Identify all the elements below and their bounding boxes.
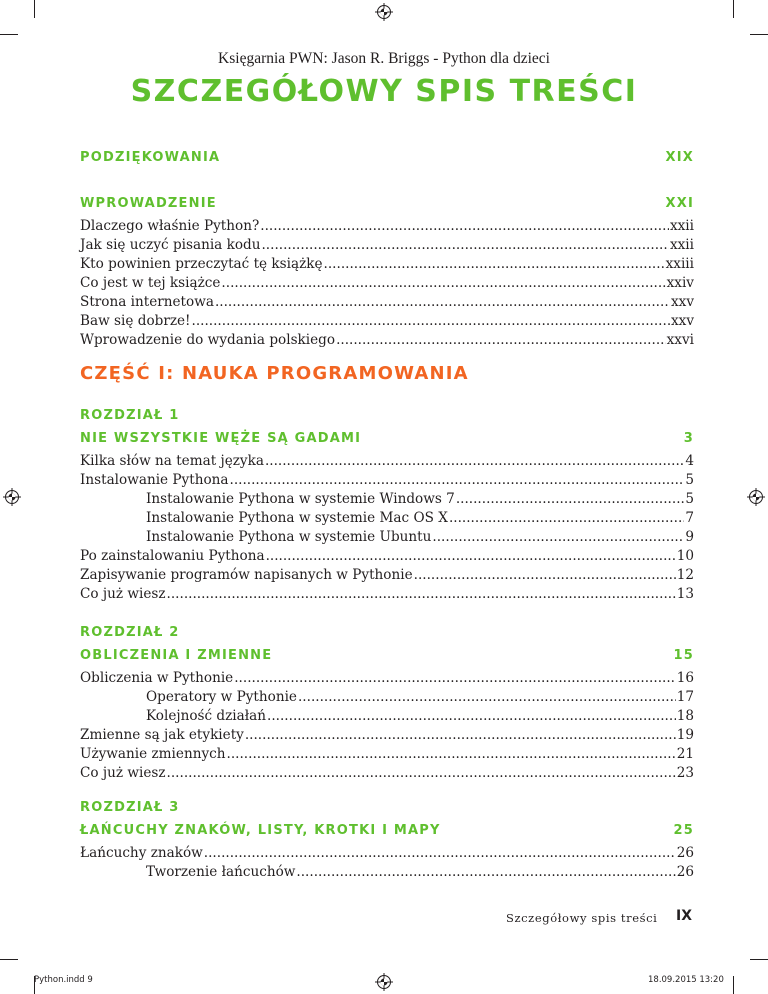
registration-mark-icon bbox=[375, 3, 393, 21]
entry-page: 10 bbox=[676, 548, 694, 564]
leader-dots bbox=[221, 274, 665, 293]
leader-dots bbox=[336, 331, 666, 350]
toc-entry[interactable] bbox=[80, 669, 694, 688]
entry-page: 13 bbox=[676, 586, 694, 602]
running-footer-title: Szczegółowy spis treści bbox=[506, 911, 658, 925]
chapter-number: ROZDZIAŁ 1 bbox=[80, 408, 180, 423]
leader-dots bbox=[414, 566, 676, 585]
toc-subentry[interactable] bbox=[80, 490, 694, 509]
leader-dots bbox=[167, 764, 676, 783]
entry-label: Instalowanie Pythona w systemie Mac OS X bbox=[146, 510, 448, 526]
toc-entry[interactable] bbox=[80, 312, 694, 331]
entry-page: 26 bbox=[676, 845, 694, 861]
entry-page: xxiii bbox=[665, 256, 694, 272]
entry-label: Tworzenie łańcuchów bbox=[146, 864, 296, 880]
crop-mark bbox=[0, 959, 18, 960]
entry-label: Zmienne są jak etykiety bbox=[80, 727, 244, 743]
leader-dots bbox=[298, 688, 676, 707]
entry-page: 18 bbox=[676, 708, 694, 724]
entry-label: Zapisywanie programów napisanych w Pythonie bbox=[80, 567, 413, 583]
toc-section-introduction[interactable] bbox=[80, 196, 694, 211]
entry-page: 16 bbox=[676, 670, 694, 686]
entry-page: xxiv bbox=[666, 275, 694, 291]
toc-entry[interactable] bbox=[80, 764, 694, 783]
toc-subentry[interactable] bbox=[80, 509, 694, 528]
entry-page: 9 bbox=[685, 529, 694, 545]
entry-page: 21 bbox=[676, 746, 694, 762]
chapter-page: 25 bbox=[673, 823, 694, 838]
toc-entry[interactable] bbox=[80, 236, 694, 255]
entry-page: 12 bbox=[676, 567, 694, 583]
entry-label: Jak się uczyć pisania kodu bbox=[80, 237, 261, 253]
chapter-2-entries bbox=[80, 669, 694, 783]
entry-page: 7 bbox=[685, 510, 694, 526]
slug-timestamp: 18.09.2015 13:20 bbox=[648, 975, 724, 985]
leader-dots bbox=[245, 726, 676, 745]
toc-entry[interactable] bbox=[80, 452, 694, 471]
leader-dots bbox=[227, 745, 676, 764]
crop-mark bbox=[750, 959, 768, 960]
crop-mark bbox=[733, 0, 734, 18]
leader-dots bbox=[296, 863, 675, 882]
crop-mark bbox=[34, 0, 35, 18]
toc-entry[interactable] bbox=[80, 745, 694, 764]
entry-label: Co jest w tej książce bbox=[80, 275, 221, 291]
chapter-page: 15 bbox=[673, 648, 694, 663]
crop-mark bbox=[0, 34, 18, 35]
leader-dots bbox=[265, 452, 684, 471]
chapter-number: ROZDZIAŁ 2 bbox=[80, 625, 180, 640]
page-title: SZCZEGÓŁOWY SPIS TREŚCI bbox=[130, 74, 638, 109]
leader-dots bbox=[324, 255, 665, 274]
section-page: XIX bbox=[665, 150, 694, 165]
toc-subentry[interactable] bbox=[80, 707, 694, 726]
toc-subentry[interactable] bbox=[80, 863, 694, 882]
publisher-line: Księgarnia PWN: Jason R. Briggs - Python dla dzieci bbox=[218, 50, 550, 67]
entry-page: 19 bbox=[676, 727, 694, 743]
entry-label: Baw się dobrze! bbox=[80, 313, 191, 329]
toc-entry[interactable] bbox=[80, 726, 694, 745]
entry-label: Kto powinien przeczytać tę książkę bbox=[80, 256, 323, 272]
leader-dots bbox=[234, 669, 675, 688]
leader-dots bbox=[230, 471, 685, 490]
entry-label: Po zainstalowaniu Pythona bbox=[80, 548, 265, 564]
leader-dots bbox=[261, 236, 668, 255]
entry-label: Obliczenia w Pythonie bbox=[80, 670, 234, 686]
entry-page: 17 bbox=[676, 689, 694, 705]
entry-page: xxii bbox=[669, 218, 694, 234]
entry-label: Łańcuchy znaków bbox=[80, 845, 203, 861]
entry-page: xxvi bbox=[666, 332, 694, 348]
toc-entry[interactable] bbox=[80, 293, 694, 312]
toc-entry[interactable] bbox=[80, 217, 694, 236]
entry-label: Instalowanie Pythona w systemie Windows 7 bbox=[146, 491, 455, 507]
registration-mark-icon bbox=[747, 488, 765, 506]
entry-page: xxv bbox=[670, 313, 694, 329]
registration-mark-icon bbox=[3, 488, 21, 506]
registration-mark-icon bbox=[375, 973, 393, 991]
slug-file: Python.indd 9 bbox=[34, 975, 93, 985]
chapter-1-entries bbox=[80, 452, 694, 604]
entry-page: 23 bbox=[676, 765, 694, 781]
introduction-entries bbox=[80, 217, 694, 350]
toc-chapter-1[interactable] bbox=[80, 431, 694, 446]
toc-entry[interactable] bbox=[80, 585, 694, 604]
crop-mark bbox=[750, 34, 768, 35]
leader-dots bbox=[204, 844, 676, 863]
chapter-title: NIE WSZYSTKIE WĘŻE SĄ GADAMI bbox=[80, 431, 362, 446]
entry-label: Instalowanie Pythona bbox=[80, 472, 229, 488]
leader-dots bbox=[192, 312, 670, 331]
part-heading[interactable]: CZĘŚĆ I: NAUKA PROGRAMOWANIA bbox=[80, 363, 469, 384]
entry-label: Co już wiesz bbox=[80, 586, 166, 602]
toc-entry[interactable] bbox=[80, 471, 694, 490]
chapter-number: ROZDZIAŁ 3 bbox=[80, 800, 180, 815]
toc-chapter-2[interactable] bbox=[80, 648, 694, 663]
entry-label: Instalowanie Pythona w systemie Ubuntu bbox=[146, 529, 432, 545]
leader-dots bbox=[167, 585, 676, 604]
toc-entry[interactable] bbox=[80, 844, 694, 863]
entry-label: Operatory w Pythonie bbox=[146, 689, 297, 705]
section-label: PODZIĘKOWANIA bbox=[80, 150, 221, 165]
leader-dots bbox=[456, 490, 685, 509]
toc-entry[interactable] bbox=[80, 274, 694, 293]
toc-entry[interactable] bbox=[80, 331, 694, 350]
leader-dots bbox=[449, 509, 684, 528]
toc-entry[interactable] bbox=[80, 547, 694, 566]
entry-page: 26 bbox=[676, 864, 694, 880]
entry-label: Kilka słów na temat języka bbox=[80, 453, 264, 469]
entry-label: Kolejność działań bbox=[146, 708, 267, 724]
footer-page-number: IX bbox=[676, 908, 693, 924]
entry-page: 5 bbox=[685, 491, 694, 507]
entry-page: 5 bbox=[685, 472, 694, 488]
entry-label: Wprowadzenie do wydania polskiego bbox=[80, 332, 336, 348]
entry-label: Dlaczego właśnie Python? bbox=[80, 218, 260, 234]
chapter-title: ŁAŃCUCHY ZNAKÓW, LISTY, KROTKI I MAPY bbox=[80, 823, 441, 838]
leader-dots bbox=[266, 547, 676, 566]
leader-dots bbox=[260, 217, 669, 236]
toc-section-acknowledgements[interactable] bbox=[80, 150, 694, 165]
entry-page: 4 bbox=[685, 453, 694, 469]
toc-subentry[interactable] bbox=[80, 688, 694, 707]
chapter-3-entries bbox=[80, 844, 694, 882]
chapter-title: OBLICZENIA I ZMIENNE bbox=[80, 648, 273, 663]
toc-subentry[interactable] bbox=[80, 528, 694, 547]
toc-chapter-3[interactable] bbox=[80, 823, 694, 838]
entry-page: xxii bbox=[669, 237, 694, 253]
section-label: WPROWADZENIE bbox=[80, 196, 217, 211]
section-page: XXI bbox=[665, 196, 694, 211]
chapter-page: 3 bbox=[683, 431, 694, 446]
entry-label: Używanie zmiennych bbox=[80, 746, 226, 762]
crop-mark bbox=[733, 976, 734, 994]
toc-entry[interactable] bbox=[80, 566, 694, 585]
leader-dots bbox=[215, 293, 670, 312]
toc-entry[interactable] bbox=[80, 255, 694, 274]
entry-label: Strona internetowa bbox=[80, 294, 214, 310]
entry-label: Co już wiesz bbox=[80, 765, 166, 781]
entry-page: xxv bbox=[670, 294, 694, 310]
leader-dots bbox=[267, 707, 676, 726]
leader-dots bbox=[432, 528, 684, 547]
